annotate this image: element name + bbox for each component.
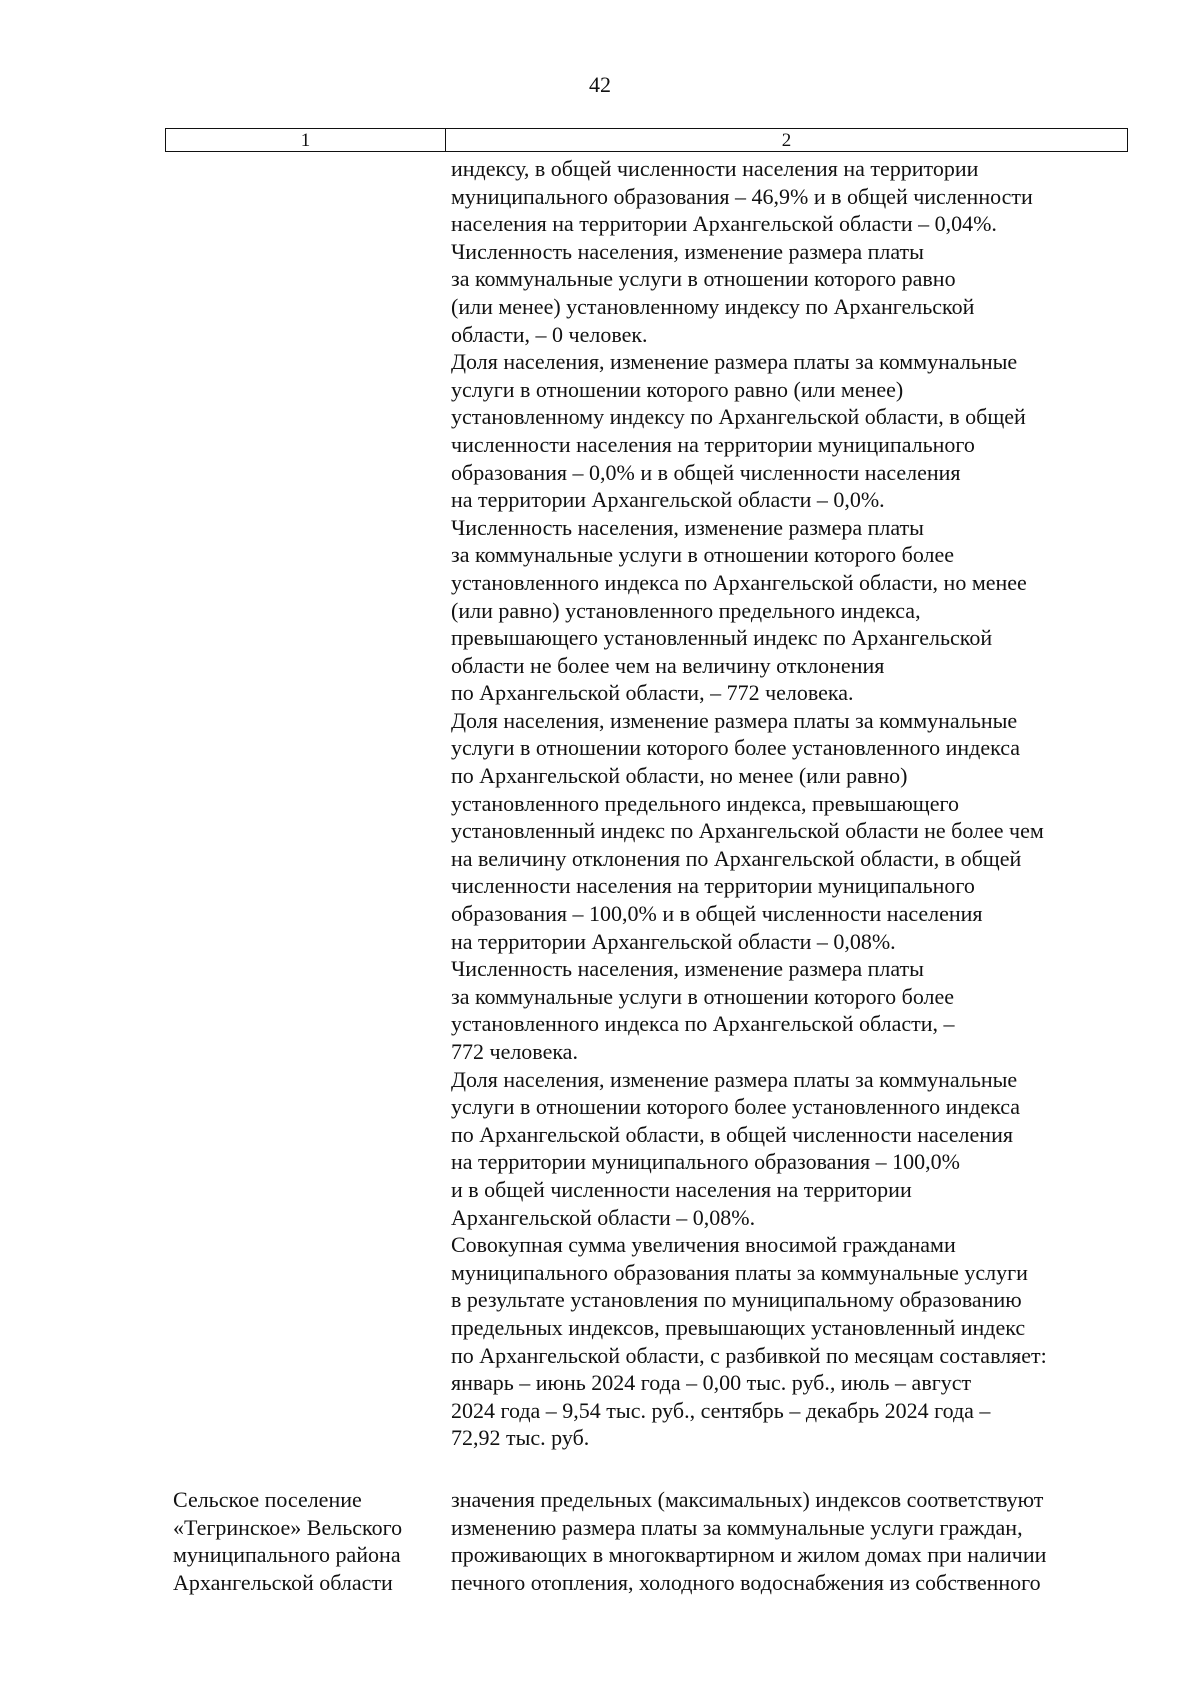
text-line: 2024 года – 9,54 тыс. руб., сентябрь – декабрь 2024 года – [451, 1397, 991, 1423]
text-line: печного отопления, холодного водоснабжения из собственного [451, 1569, 1041, 1595]
text-line: установленного индекса по Архангельской области, – [451, 1011, 955, 1037]
page-number: 42 [589, 72, 611, 97]
municipality-name-line: «Тегринское» Вельского [173, 1514, 403, 1540]
text-line: установленный индекс по Архангельской области не более чем [451, 818, 1044, 844]
text-line: (или менее) установленному индексу по Архангельской [451, 293, 975, 319]
text-line: по Архангельской области, с разбивкой по месяцам составляет: [451, 1342, 1047, 1368]
text-line: услуги в отношении которого более установленного индекса [451, 735, 1021, 761]
municipality-name-line: Архангельской области [173, 1569, 393, 1595]
text-line: образования – 100,0% и в общей численности населения [451, 901, 983, 927]
text-line: значения предельных (максимальных) индексов соответствуют [451, 1487, 1044, 1512]
text-line: превышающего установленный индекс по Архангельской [451, 625, 993, 651]
text-line: в результате установления по муниципальному образованию [451, 1287, 1022, 1313]
text-line: муниципального образования платы за коммунальные услуги [451, 1259, 1028, 1285]
text-line: 772 человека. [451, 1039, 578, 1064]
table-header-col2: 2 [781, 129, 792, 151]
text-line: изменению размера платы за коммунальные услуги граждан, [451, 1514, 1023, 1540]
text-line: Численность населения, изменение размера платы [451, 514, 924, 540]
municipality-name-line: муниципального района [173, 1542, 401, 1568]
text-line: услуги в отношении которого равно (или менее) [451, 376, 904, 402]
text-line: предельных индексов, превышающих установленный индекс [451, 1314, 1026, 1340]
text-line: области не более чем на величину отклонения [451, 652, 885, 678]
text-line: и в общей численности населения на территории [451, 1176, 912, 1202]
text-line: Архангельской области – 0,08%. [451, 1204, 756, 1230]
row2-col1-municipality [173, 1486, 443, 1596]
text-line: установленного индекса по Архангельской области, но менее [451, 569, 1027, 595]
text-line: установленному индексу по Архангельской области, в общей [451, 404, 1026, 430]
text-line: населения на территории Архангельской области – 0,04%. [451, 211, 997, 237]
row1-col2-text [451, 155, 1151, 1452]
text-line: муниципального образования – 46,9% и в общей численности [451, 183, 1033, 209]
text-line: за коммунальные услуги в отношении которого более [451, 983, 955, 1009]
text-line: по Архангельской области, но менее (или равно) [451, 763, 908, 789]
text-line: на территории Архангельской области – 0,08%. [451, 928, 896, 954]
text-line: на территории Архангельской области – 0,0%. [451, 487, 885, 513]
text-line: Доля населения, изменение размера платы за коммунальные [451, 349, 1018, 375]
text-line: за коммунальные услуги в отношении которого более [451, 542, 955, 568]
text-line: установленного предельного индекса, превышающего [451, 790, 959, 816]
text-line: Совокупная сумма увеличения вносимой гражданами [451, 1232, 956, 1258]
text-line: по Архангельской области, в общей численности населения [451, 1121, 1013, 1147]
text-line: (или равно) установленного предельного индекса, [451, 597, 921, 623]
text-line: январь – июнь 2024 года – 0,00 тыс. руб., июль – август [451, 1370, 972, 1396]
row2-col2-text [451, 1486, 1151, 1596]
text-line: области, – 0 человек. [451, 321, 648, 347]
text-line: Доля населения, изменение размера платы за коммунальные [451, 1066, 1018, 1092]
text-line: индексу, в общей численности населения на территории [451, 156, 979, 181]
text-line: проживающих в многоквартирном и жилом домах при наличии [451, 1542, 1047, 1568]
text-line: за коммунальные услуги в отношении которого равно [451, 266, 956, 292]
text-line: 72,92 тыс. руб. [451, 1425, 590, 1451]
text-line: на территории муниципального образования – 100,0% [451, 1149, 960, 1175]
text-line: численности населения на территории муниципального [451, 431, 975, 457]
text-line: Численность населения, изменение размера платы [451, 238, 924, 264]
text-line: Доля населения, изменение размера платы за коммунальные [451, 707, 1018, 733]
table-header-col1: 1 [166, 129, 446, 151]
text-line: услуги в отношении которого более установленного индекса [451, 1094, 1021, 1120]
text-line: на величину отклонения по Архангельской области, в общей [451, 845, 1022, 871]
municipality-name-line: Сельское поселение [173, 1487, 362, 1512]
table-header-row [165, 128, 1128, 152]
text-line: по Архангельской области, – 772 человека. [451, 680, 854, 706]
text-line: образования – 0,0% и в общей численности населения [451, 459, 961, 485]
text-line: Численность населения, изменение размера платы [451, 956, 924, 982]
text-line: численности населения на территории муниципального [451, 873, 975, 899]
